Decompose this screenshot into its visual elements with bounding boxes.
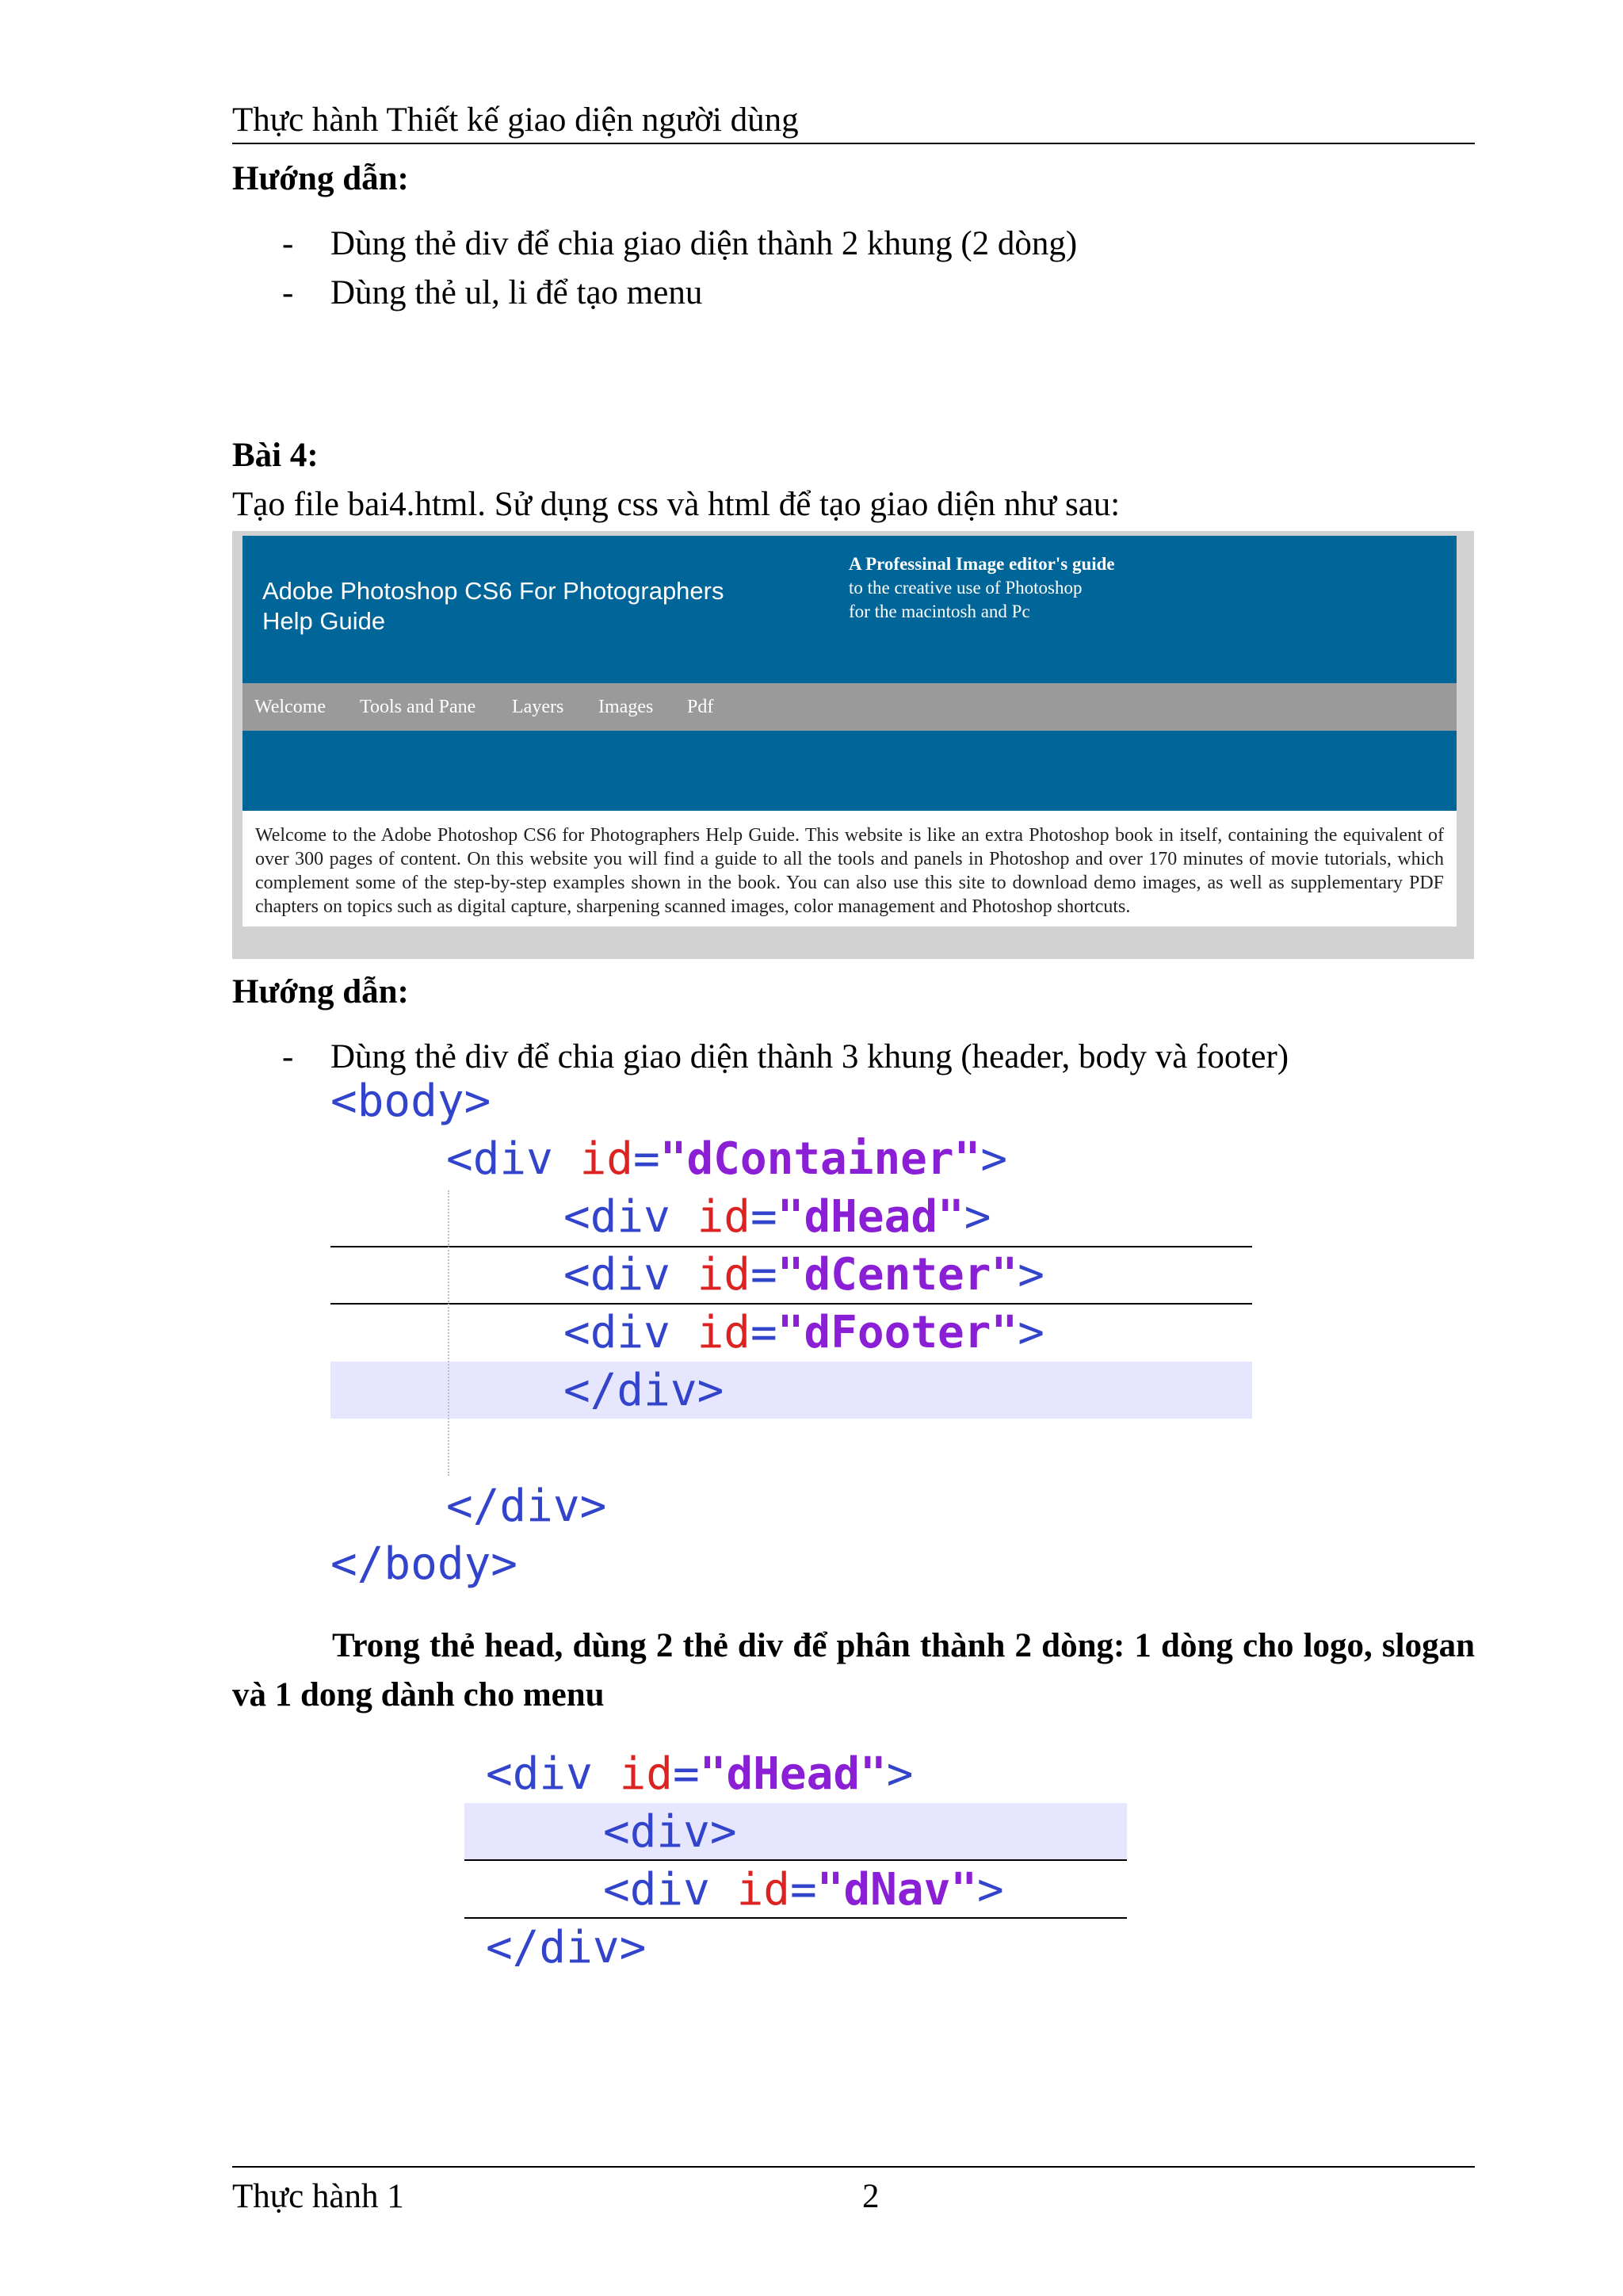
code2-nav-div: <div id="dNav"> [603,1864,1004,1916]
code-footer-div: <div id="dFooter"> [563,1307,1044,1358]
footer-rule [232,2166,1475,2168]
section2-heading: Hướng dẫn: [232,973,409,1010]
exercise-title: Bài 4: [232,437,319,474]
demo-nav-welcome[interactable]: Welcome [254,697,327,717]
demo-nav-tools[interactable]: Tools and Pane [360,697,476,717]
section1-bullet-2: Dùng thẻ ul, li để tạo menu [330,274,703,311]
code2-inner-div: <div> [603,1806,737,1858]
indent-guide [448,1190,449,1476]
page-number: 2 [862,2178,880,2215]
code-center-div: <div id="dCenter"> [563,1249,1044,1301]
code2-div-close: </div> [486,1922,647,1973]
demo-slogan [849,552,1245,624]
code-body-open: <body> [330,1075,491,1127]
demo-slogan-line2: to the creative use of Photoshop [849,578,1083,598]
demo-logo-line2: Help Guide [262,607,386,635]
demo-nav-pdf[interactable]: Pdf [687,697,714,717]
demo-logo [262,576,817,636]
demo-slogan-line3: for the macintosh and Pc [849,602,1030,621]
footer-label: Thực hành 1 [232,2178,404,2215]
exercise-instruction: Tạo file bai4.html. Sử dụng css và html để tạo giao diện như sau: [232,486,1121,523]
section1-bullet-1: Dùng thẻ div để chia giao diện thành 2 khung (2 dòng) [330,225,1078,262]
header-rule [232,143,1475,144]
demo-slogan-line1: A Professinal Image editor's guide [849,554,1115,574]
bullet-dash: - [282,225,294,262]
code-highlight-row [464,1803,1127,1860]
code-rule [464,1859,1127,1861]
bullet-dash: - [282,274,294,311]
code-div-close-inner: </div> [563,1365,724,1416]
section2-bullet: Dùng thẻ div để chia giao diện thành 3 khung (header, body và footer) [330,1038,1289,1075]
demo-logo-line1: Adobe Photoshop CS6 For Photographers [262,577,724,605]
code2-head-div: <div id="dHead"> [486,1748,914,1800]
code-highlight-row [330,1362,1252,1419]
code-container-div: <div id="dContainer"> [446,1133,1008,1185]
demo-center [242,731,1457,811]
section1-heading: Hướng dẫn: [232,160,409,197]
code-head-div: <div id="dHead"> [563,1191,991,1243]
demo-nav-images[interactable]: Images [598,697,654,717]
explanation-paragraph: Trong thẻ head, dùng 2 thẻ div để phân thành 2 dòng: 1 dòng cho logo, slogan và 1 dong dành cho menu [232,1627,1475,1713]
page-header-title: Thực hành Thiết kế giao diện người dùng [232,101,799,139]
bullet-dash: - [282,1038,294,1075]
code-div-close-outer: </div> [446,1480,607,1532]
demo-body-text: Welcome to the Adobe Photoshop CS6 for Photographers Help Guide. This website is like an extra Photoshop book in itself, containing the equivalent of over 300 pages of content. On this website you will find a guide to all the tools and panels in Photoshop and over 170 minutes of movie tutorials, which complement some of the step-by-step examples shown in the book. You can also use this site to download demo images, as well as supplementary PDF chapters on topics such as digital capture, sharpening scanned images, color management and Photoshop shortcuts. [255,825,1444,917]
demo-nav-layers[interactable]: Layers [512,697,564,717]
code-body-close: </body> [330,1538,518,1590]
